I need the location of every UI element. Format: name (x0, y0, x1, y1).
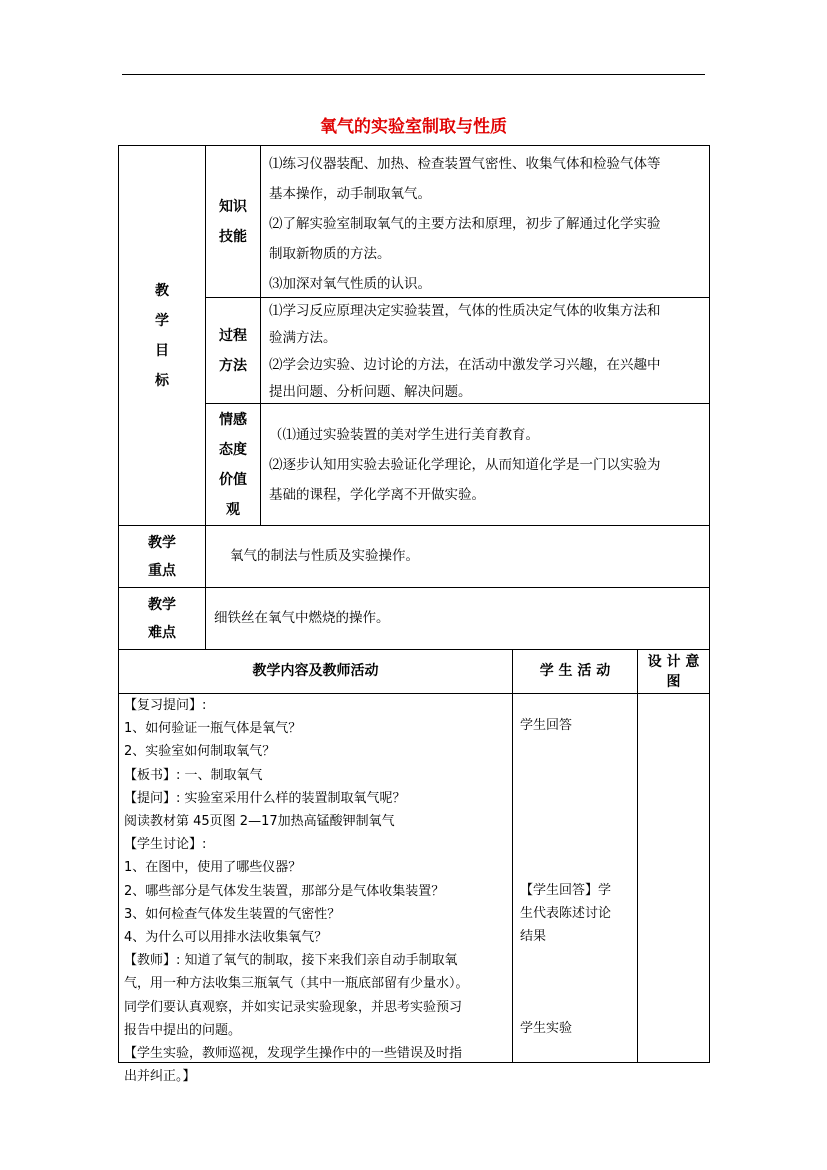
objectives-label: 教 学 目 标 (118, 145, 206, 526)
key-points-label: 教学 重点 (118, 525, 206, 588)
content-cell: 【复习提问】: 1、如何验证一瓶气体是氧气？ 2、实验室如何制取氧气？ 【板书】: 一、制取氧气 【提问】: 实验室采用什么样的装置制取氧气呢？ 阅读教材第 45页图 2—17加热高锰酸钾制氧气 【学生讨论】: 1、在图中，使用了哪些仪器？ 2、哪些部分是气体发生装置，那部分是气体收集装置？ 3、如何检查气体发生装置的气密性？ 4、为什么可以用排水法收集氧气？ 【教师】: 知道了氧气的制取，接下来我们亲自动手制取氧 气，用一种方法收集三瓶氧气（其中一瓶底部留有少量水）。 同学们要认真观察，并如实记录实验现象，并思考实验预习 报告中提出的问题。 【学生实验，教师巡视，发现学生操作中的一些错误及时指 出并纠正。】 (118, 693, 513, 1063)
top-rule (122, 74, 705, 75)
student-activity-1: 学生回答 (520, 718, 573, 733)
difficulty-label: 教学 难点 (118, 587, 206, 650)
student-activity-3: 学生实验 (520, 1021, 573, 1036)
student-activity-2: 【学生回答】学 生代表陈述讨论 结果 (520, 883, 612, 945)
page-title: 氧气的实验室制取与性质 (320, 117, 507, 137)
emotion-label: 情感 态度 价值 观 (205, 403, 261, 526)
emotion-text: （⑴通过实验装置的美对学生进行美育教育。 ⑵逐步认知用实验去验证化学理论，从而知道化学是一门以实验为 基础的课程，学化学离不开做实验。 (260, 403, 710, 526)
knowledge-text: ⑴练习仪器装配、加热、检查装置气密性、收集气体和检验气体等 基本操作，动手制取氧气。 ⑵了解实验室制取氧气的主要方法和原理，初步了解通过化学实验 制取新物质的方法。 ⑶加深对氧气性质的认识。 (260, 145, 710, 298)
process-text: ⑴学习反应原理决定实验装置，气体的性质决定气体的收集方法和 验满方法。 ⑵学会边实验、边讨论的方法，在活动中激发学习兴趣，在兴趣中 提出问题、分析问题、解决问题。 (260, 297, 710, 404)
key-points-text: 氧气的制法与性质及实验操作。 (205, 525, 710, 588)
student-activity-cell (512, 693, 638, 1063)
header-content: 教学内容及教师活动 (118, 649, 513, 694)
process-label: 过程 方法 (205, 297, 261, 404)
header-student: 学 生 活 动 (512, 649, 638, 694)
difficulty-text: 细铁丝在氧气中燃烧的操作。 (205, 587, 710, 650)
header-design: 设 计 意 图 (637, 649, 710, 694)
design-intent-cell (637, 693, 710, 1063)
knowledge-label: 知识 技能 (205, 145, 261, 298)
